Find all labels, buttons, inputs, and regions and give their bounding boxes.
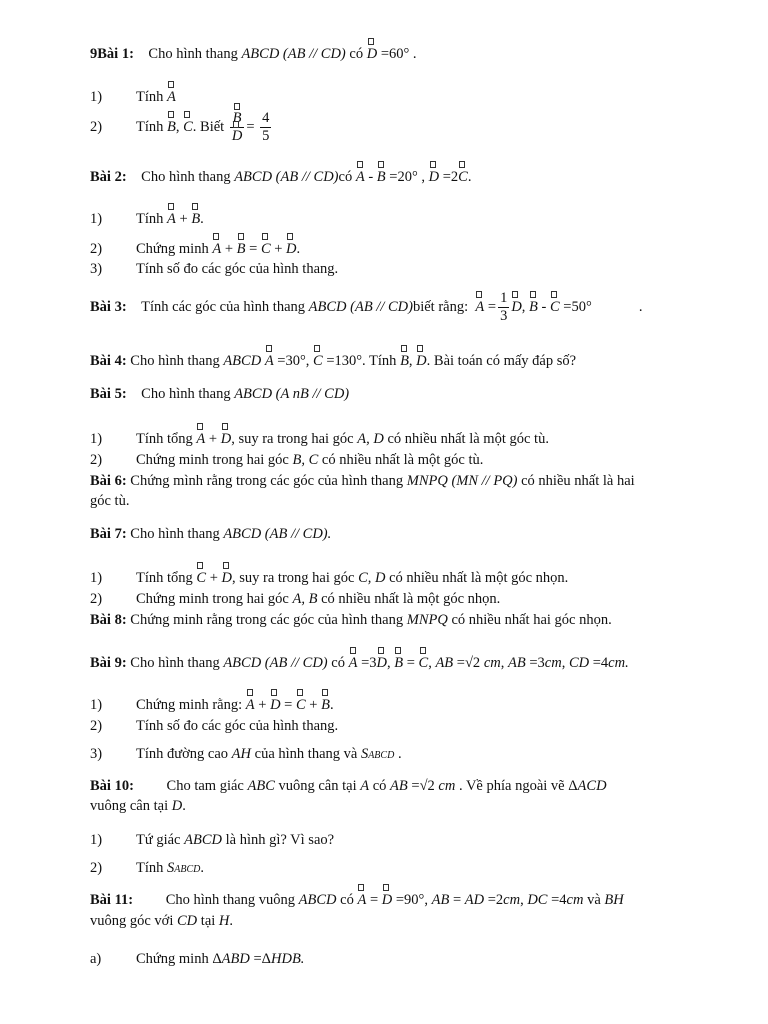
exercise-1-item-2: 2) Tính B, C. Biết $\frac{B}{D}$ = $\frac{4}{5}$ (90, 110, 270, 144)
exercise-5-heading: Bài 5: Cho hình thang ABCD (A nB // CD) (90, 386, 350, 402)
exercise-11-continuation: vuông góc với CD tại H. (90, 913, 234, 929)
exercise-2-item-1: 1) Tính A + B. (90, 211, 204, 227)
exercise-5-item-1: 1) Tính tổng A + D, suy ra trong hai góc A, D có nhiều nhất là một góc tù. (90, 431, 549, 447)
exercise-2-item-2: 2) Chứng minh A + B = C + D. (90, 241, 301, 257)
exercise-9-heading: Bài 9: Cho hình thang ABCD (AB // CD) có A =3D, B = C, AB =√2 cm, AB =3cm, CD =4cm. (90, 655, 629, 671)
exercise-5-item-2: 2) Chứng minh trong hai góc B, C có nhiều nhất là một góc tù. (90, 452, 484, 468)
exercise-10-heading: Bài 10: Cho tam giác ABC vuông cân tại A có AB =√2 cm . Về phía ngoài vẽ ΔACD (90, 778, 607, 794)
exercise-1-item-1: 1) Tính A (90, 89, 176, 105)
exercise-2-heading: Bài 2: Cho hình thang ABCD (AB // CD)có A - B =20° , D =2C. (90, 169, 472, 185)
exercise-8-heading: Bài 8: Chứng minh rằng trong các góc của hình thang MNPQ có nhiều nhất hai góc nhọn. (90, 612, 612, 628)
exercise-7-item-1: 1) Tính tổng C + D, suy ra trong hai góc C, D có nhiều nhất là một góc nhọn. (90, 570, 569, 586)
exercise-7-item-2: 2) Chứng minh trong hai góc A, B có nhiều nhất là một góc nhọn. (90, 591, 501, 607)
exercise-10-continuation: vuông cân tại D. (90, 798, 186, 814)
exercise-3-heading: Bài 3: Tính các góc của hình thang ABCD (AB // CD)biết rằng: A = $\frac{1}{3}$ D, B - C =50° . (90, 290, 643, 324)
exercise-1-heading: 9Bài 1: Cho hình thang ABCD (AB // CD) có D =60° . (90, 46, 417, 62)
exercise-6-continuation: góc tù. (90, 493, 130, 509)
exercise-11-heading: Bài 11: Cho hình thang vuông ABCD có A = D =90°, AB = AD =2cm, DC =4cm và BH (90, 892, 624, 908)
exercise-10-item-2: 2) Tính SABCD. (90, 860, 204, 876)
exercise-11-item-a: a) Chứng minh ΔABD =ΔHDB. (90, 951, 305, 967)
exercise-9-item-2: 2) Tính số đo các góc của hình thang. (90, 718, 339, 734)
exercise-9-item-1: 1) Chứng minh rằng: A + D = C + B. (90, 697, 334, 713)
exercise-2-item-3: 3) Tính số đo các góc của hình thang. (90, 261, 339, 277)
exercise-9-item-3: 3) Tính đường cao AH của hình thang và SABCD . (90, 746, 402, 762)
exercise-10-item-1: 1) Tứ giác ABCD là hình gì? Vì sao? (90, 832, 335, 848)
exercise-6-heading: Bài 6: Chứng mình rằng trong các góc của hình thang MNPQ (MN // PQ) có nhiều nhất là hai (90, 473, 635, 489)
exercise-7-heading: Bài 7: Cho hình thang ABCD (AB // CD). (90, 526, 332, 542)
exercise-4-heading: Bài 4: Cho hình thang ABCD A =30°, C =130°. Tính B, D. Bài toán có mấy đáp số? (90, 353, 577, 369)
